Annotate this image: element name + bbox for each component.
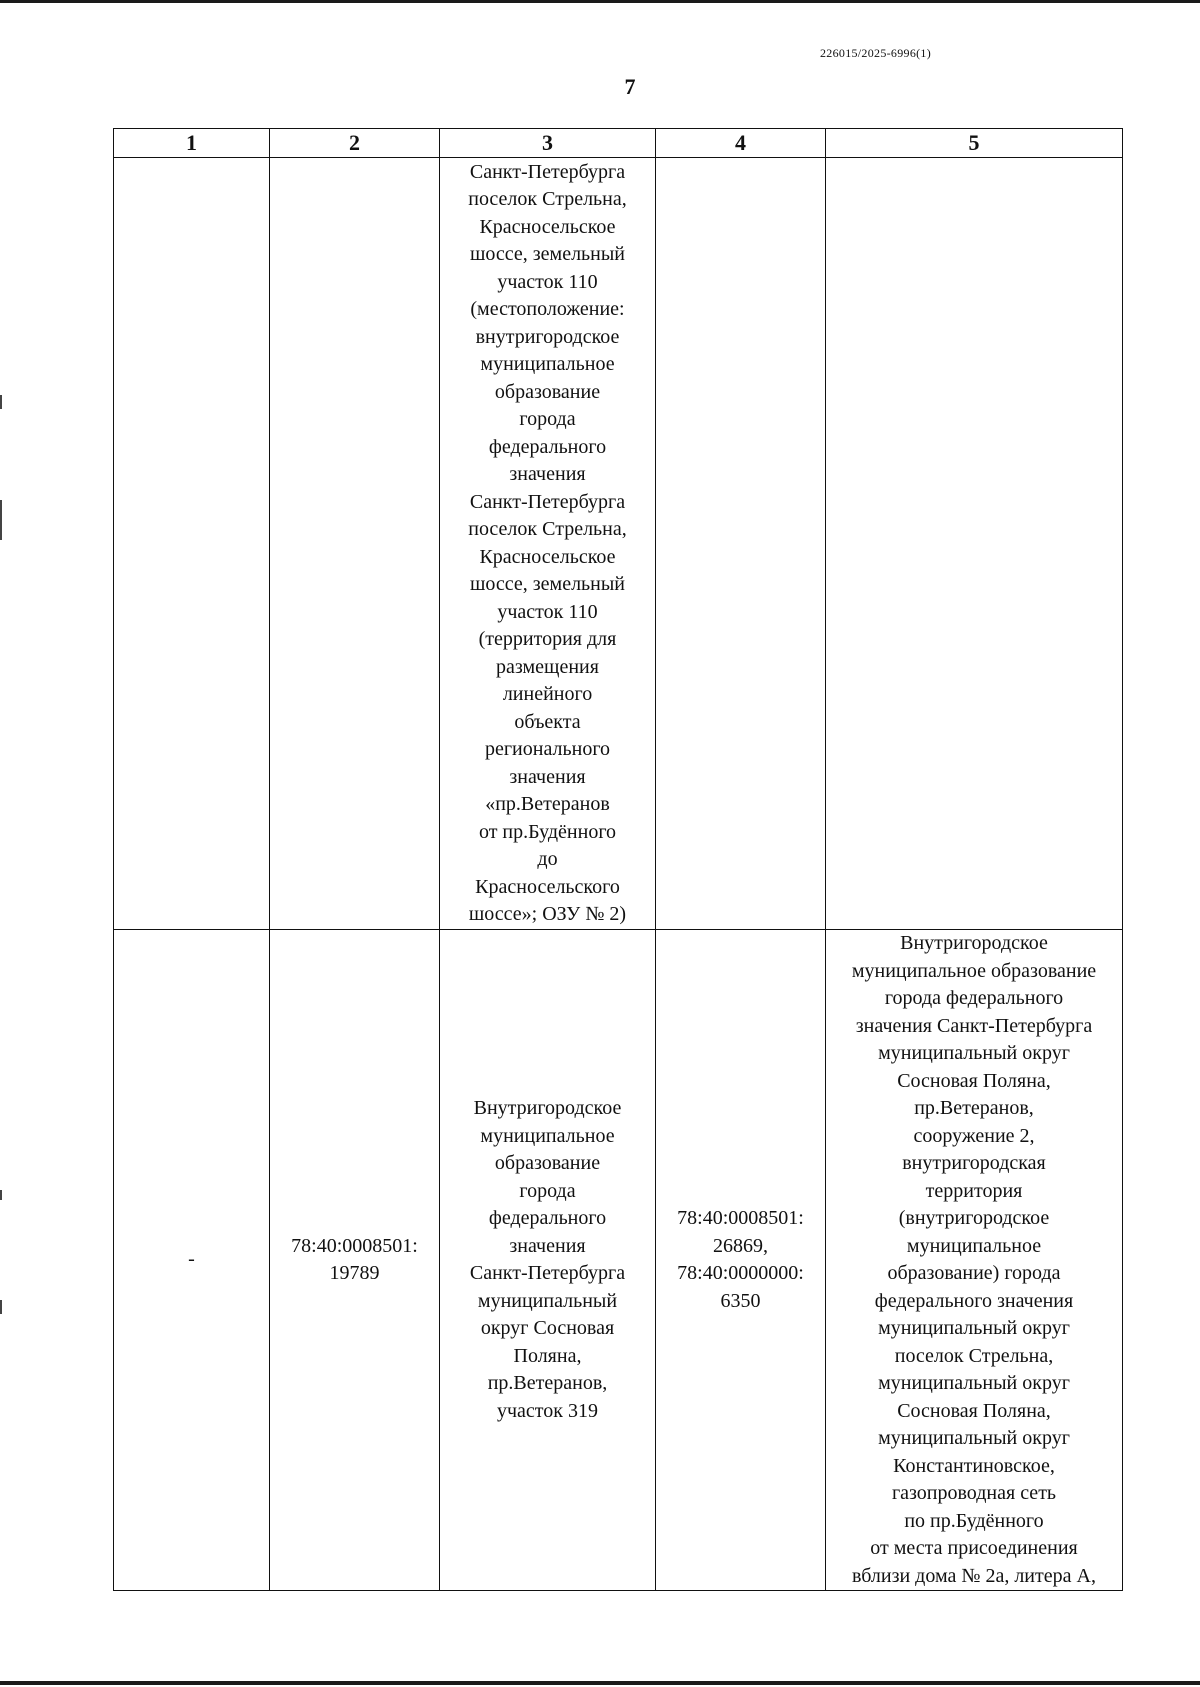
table-cell (114, 158, 270, 930)
scan-top-edge (0, 0, 1200, 3)
scan-margin-mark (0, 395, 2, 409)
column-header-4: 4 (656, 129, 826, 158)
table-cell (656, 158, 826, 930)
table-cell-address: Внутригородское муниципальное образование города федерального значения Санкт-Петербурга муниципальный округ Сосновая Поляна, пр.Ветеранов, участок 319 (440, 930, 656, 1591)
table-header-row (114, 129, 1123, 158)
table-cell (826, 158, 1123, 930)
table-cell-object-description: Внутригородское муниципальное образование города федерального значения Санкт-Петербурга муниципальный округ Сосновая Поляна, пр.Ветеранов, сооружение 2, внутригородская территория (внутригородское муниципальное образование) города федерального значения муниципальный округ поселок Стрельна, муниципальный округ Сосновая Поляна, муниципальный округ Константиновское, газопроводная сеть по пр.Будённого от места присоединения вблизи дома № 2а, литера А, (826, 930, 1123, 1591)
table-cell-dash: - (114, 930, 270, 1591)
column-header-2: 2 (270, 129, 440, 158)
scan-bottom-edge (0, 1681, 1200, 1685)
table-cell-address: Санкт-Петербурга поселок Стрельна, Красносельское шоссе, земельный участок 110 (местоположение: внутригородское муниципальное образование города федерального значения Санкт-Петербурга поселок Стрельна, Красносельское шоссе, земельный участок 110 (территория для размещения линейного объекта регионального значения «пр.Ветеранов от пр.Будённого до Красносельского шоссе»; ОЗУ № 2) (440, 158, 656, 930)
table-cell (270, 158, 440, 930)
scan-margin-mark (0, 1300, 2, 1314)
registry-table (113, 128, 1123, 1591)
page-number: 7 (624, 74, 636, 99)
table-cell-cadastral-number: 78:40:0008501: 19789 (270, 930, 440, 1591)
table-row (114, 158, 1123, 930)
column-header-3: 3 (440, 129, 656, 158)
scan-margin-mark (0, 500, 2, 540)
scan-margin-mark (0, 1190, 2, 1200)
document-registration-number: 226015/2025-6996(1) (820, 46, 932, 60)
table-cell-cadastral-numbers: 78:40:0008501: 26869, 78:40:0000000: 6350 (656, 930, 826, 1591)
table-row (114, 930, 1123, 1591)
column-header-5: 5 (826, 129, 1123, 158)
column-header-1: 1 (114, 129, 270, 158)
